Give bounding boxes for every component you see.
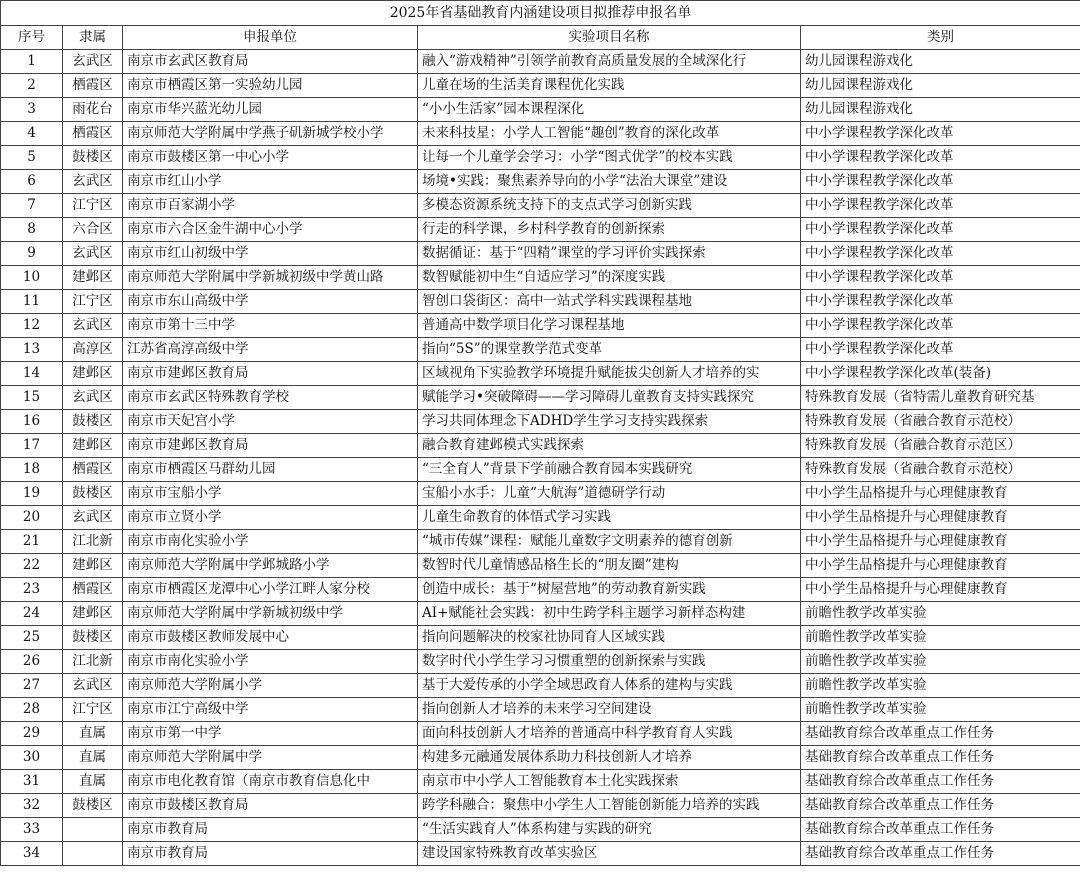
table-row [1,578,1080,602]
cell-district: 栖霞区 [63,458,123,482]
cell-unit: 南京市东山高级中学 [123,290,418,314]
table-row [1,650,1080,674]
table-row [1,146,1080,170]
cell-district: 鼓楼区 [63,410,123,434]
cell-no: 22 [1,554,63,578]
table-row [1,74,1080,98]
cell-project: 让每一个儿童学会学习：小学“图式优学”的校本实践 [418,146,801,170]
table-row [1,266,1080,290]
cell-category: 中小学课程教学深化改革 [801,266,1080,290]
cell-unit: 南京市鼓楼区第一中心小学 [123,146,418,170]
cell-category: 中小学课程教学深化改革 [801,338,1080,362]
cell-unit: 南京市电化教育馆（南京市教育信息化中 [123,770,418,794]
cell-no: 33 [1,818,63,842]
cell-unit: 南京市天妃宫小学 [123,410,418,434]
table-row [1,434,1080,458]
cell-no: 28 [1,698,63,722]
cell-category: 中小学生品格提升与心理健康教育 [801,506,1080,530]
table-row [1,602,1080,626]
cell-district: 江宁区 [63,698,123,722]
cell-no: 29 [1,722,63,746]
cell-project: 多模态资源系统支持下的支点式学习创新实践 [418,194,801,218]
cell-unit: 南京市栖霞区龙潭中心小学江畔人家分校 [123,578,418,602]
cell-no: 8 [1,218,63,242]
cell-category: 幼儿园课程游戏化 [801,50,1080,74]
cell-project: 跨学科融合：聚焦中小学生人工智能创新能力培养的实践 [418,794,801,818]
cell-unit: 南京市红山小学 [123,170,418,194]
cell-unit: 南京市栖霞区第一实验幼儿园 [123,74,418,98]
cell-district: 建邺区 [63,434,123,458]
cell-unit: 江苏省高淳高级中学 [123,338,418,362]
cell-category: 中小学课程教学深化改革 [801,194,1080,218]
table-row [1,362,1080,386]
cell-district: 玄武区 [63,674,123,698]
cell-no: 25 [1,626,63,650]
table-row [1,722,1080,746]
cell-project: 数据循证：基于“四精”课堂的学习评价实践探索 [418,242,801,266]
header-no: 序号 [1,26,63,50]
table-row [1,50,1080,74]
cell-category: 幼儿园课程游戏化 [801,74,1080,98]
table-row [1,506,1080,530]
cell-no: 10 [1,266,63,290]
table-row [1,458,1080,482]
cell-category: 前瞻性教学改革实验 [801,626,1080,650]
cell-no: 17 [1,434,63,458]
cell-unit: 南京师范大学附属中学邺城路小学 [123,554,418,578]
table-title: 2025年省基础教育内涵建设项目拟推荐申报名单 [1,1,1080,26]
cell-unit: 南京市南化实验小学 [123,650,418,674]
cell-district: 玄武区 [63,314,123,338]
cell-unit: 南京市栖霞区马群幼儿园 [123,458,418,482]
cell-unit: 南京市玄武区教育局 [123,50,418,74]
cell-unit: 南京市鼓楼区教师发展中心 [123,626,418,650]
cell-no: 24 [1,602,63,626]
cell-district: 江北新 [63,650,123,674]
cell-category: 前瞻性教学改革实验 [801,674,1080,698]
cell-project: 构建多元融通发展体系助力科技创新人才培养 [418,746,801,770]
cell-project: 数智赋能初中生“自适应学习”的深度实践 [418,266,801,290]
table-row [1,314,1080,338]
cell-category: 基础教育综合改革重点工作任务 [801,818,1080,842]
table-row [1,290,1080,314]
cell-district [63,842,123,866]
cell-unit: 南京市教育局 [123,842,418,866]
cell-project: “三全育人”背景下学前融合教育园本实践研究 [418,458,801,482]
cell-unit: 南京师范大学附属中学燕子矶新城学校小学 [123,122,418,146]
title-row [1,1,1080,26]
cell-no: 16 [1,410,63,434]
cell-category: 特殊教育发展（省融合教育示范校） [801,410,1080,434]
cell-category: 前瞻性教学改革实验 [801,698,1080,722]
cell-no: 27 [1,674,63,698]
cell-unit: 南京师范大学附属中学 [123,746,418,770]
cell-unit: 南京市建邺区教育局 [123,362,418,386]
cell-no: 13 [1,338,63,362]
table-row [1,242,1080,266]
cell-unit: 南京师范大学附属小学 [123,674,418,698]
header-project: 实验项目名称 [418,26,801,50]
cell-category: 中小学课程教学深化改革 [801,122,1080,146]
cell-category: 基础教育综合改革重点工作任务 [801,722,1080,746]
cell-category: 基础教育综合改革重点工作任务 [801,794,1080,818]
cell-district: 建邺区 [63,602,123,626]
cell-project: 场境•实践：聚焦素养导向的小学“法治大课堂”建设 [418,170,801,194]
table-row [1,626,1080,650]
cell-no: 11 [1,290,63,314]
cell-no: 2 [1,74,63,98]
cell-no: 9 [1,242,63,266]
cell-category: 中小学生品格提升与心理健康教育 [801,530,1080,554]
cell-project: 面向科技创新人才培养的普通高中科学教育育人实践 [418,722,801,746]
cell-category: 基础教育综合改革重点工作任务 [801,746,1080,770]
cell-project: 区域视角下实验教学环境提升赋能拔尖创新人才培养的实 [418,362,801,386]
cell-district: 建邺区 [63,554,123,578]
cell-category: 中小学课程教学深化改革 [801,314,1080,338]
cell-no: 20 [1,506,63,530]
cell-district: 高淳区 [63,338,123,362]
cell-project: 南京市中小学人工智能教育本土化实践探索 [418,770,801,794]
cell-no: 3 [1,98,63,122]
cell-district: 鼓楼区 [63,482,123,506]
cell-category: 幼儿园课程游戏化 [801,98,1080,122]
cell-no: 12 [1,314,63,338]
cell-district: 玄武区 [63,242,123,266]
cell-no: 31 [1,770,63,794]
cell-project: 数智时代儿童情感品格生长的“朋友圈”建构 [418,554,801,578]
cell-district [63,818,123,842]
cell-district: 鼓楼区 [63,146,123,170]
cell-no: 1 [1,50,63,74]
cell-unit: 南京市立贤小学 [123,506,418,530]
cell-unit: 南京市江宁高级中学 [123,698,418,722]
cell-category: 中小学课程教学深化改革 [801,290,1080,314]
cell-project: 儿童在场的生活美育课程优化实践 [418,74,801,98]
cell-district: 玄武区 [63,506,123,530]
cell-no: 26 [1,650,63,674]
cell-project: 行走的科学课，乡村科学教育的创新探索 [418,218,801,242]
cell-no: 6 [1,170,63,194]
cell-project: 融合教育建邺模式实践探索 [418,434,801,458]
cell-unit: 南京师范大学附属中学新城初级中学 [123,602,418,626]
header-unit: 申报单位 [123,26,418,50]
cell-district: 栖霞区 [63,578,123,602]
cell-district: 栖霞区 [63,122,123,146]
cell-district: 玄武区 [63,170,123,194]
cell-district: 建邺区 [63,362,123,386]
cell-no: 4 [1,122,63,146]
cell-category: 中小学课程教学深化改革 [801,242,1080,266]
table-row [1,746,1080,770]
cell-unit: 南京市教育局 [123,818,418,842]
cell-district: 建邺区 [63,266,123,290]
cell-no: 34 [1,842,63,866]
header-district: 隶属 [63,26,123,50]
cell-project: 融入“游戏精神”引领学前教育高质量发展的全域深化行 [418,50,801,74]
cell-no: 19 [1,482,63,506]
table-row [1,170,1080,194]
cell-category: 特殊教育发展（省融合教育示范区） [801,434,1080,458]
cell-no: 30 [1,746,63,770]
cell-category: 中小学生品格提升与心理健康教育 [801,578,1080,602]
cell-project: AI+赋能社会实践：初中生跨学科主题学习新样态构建 [418,602,801,626]
cell-unit: 南京市第十三中学 [123,314,418,338]
table-row [1,554,1080,578]
cell-project: 学习共同体理念下ADHD学生学习支持实践探索 [418,410,801,434]
cell-district: 直属 [63,746,123,770]
table-row [1,410,1080,434]
cell-project: 基于大爱传承的小学全域思政育人体系的建构与实践 [418,674,801,698]
cell-unit: 南京市建邺区教育局 [123,434,418,458]
cell-district: 鼓楼区 [63,794,123,818]
table-row [1,698,1080,722]
cell-no: 7 [1,194,63,218]
cell-project: 儿童生命教育的体悟式学习实践 [418,506,801,530]
table-row [1,386,1080,410]
cell-unit: 南京市宝船小学 [123,482,418,506]
cell-district: 玄武区 [63,386,123,410]
cell-category: 中小学课程教学深化改革 [801,146,1080,170]
cell-category: 前瞻性教学改革实验 [801,650,1080,674]
cell-unit: 南京市红山初级中学 [123,242,418,266]
cell-category: 前瞻性教学改革实验 [801,602,1080,626]
cell-category: 中小学课程教学深化改革 [801,218,1080,242]
cell-category: 中小学生品格提升与心理健康教育 [801,482,1080,506]
cell-district: 江宁区 [63,194,123,218]
cell-project: 建设国家特殊教育改革实验区 [418,842,801,866]
cell-project: 普通高中数学项目化学习课程基地 [418,314,801,338]
cell-district: 雨花台 [63,98,123,122]
cell-no: 32 [1,794,63,818]
cell-unit: 南京市六合区金牛湖中心小学 [123,218,418,242]
cell-project: “城市传媒”课程：赋能儿童数字文明素养的德育创新 [418,530,801,554]
cell-category: 特殊教育发展（省融合教育示范校） [801,458,1080,482]
cell-district: 玄武区 [63,50,123,74]
cell-district: 直属 [63,770,123,794]
cell-category: 中小学课程教学深化改革 [801,170,1080,194]
cell-category: 基础教育综合改革重点工作任务 [801,770,1080,794]
cell-unit: 南京市南化实验小学 [123,530,418,554]
cell-category: 基础教育综合改革重点工作任务 [801,842,1080,866]
cell-district: 鼓楼区 [63,626,123,650]
cell-no: 21 [1,530,63,554]
table-row [1,98,1080,122]
cell-project: 宝船小水手：儿童“大航海”道德研学行动 [418,482,801,506]
cell-no: 18 [1,458,63,482]
table-row [1,818,1080,842]
table-row [1,338,1080,362]
table-row [1,842,1080,866]
cell-district: 江北新 [63,530,123,554]
table-row [1,794,1080,818]
cell-project: 数字时代小学生学习习惯重塑的创新探索与实践 [418,650,801,674]
cell-project: 赋能学习•突破障碍——学习障碍儿童教育支持实践探究 [418,386,801,410]
table-row [1,194,1080,218]
cell-unit: 南京市华兴蓝光幼儿园 [123,98,418,122]
cell-category: 特殊教育发展（省特需儿童教育研究基 [801,386,1080,410]
cell-unit: 南京市玄武区特殊教育学校 [123,386,418,410]
cell-unit: 南京师范大学附属中学新城初级中学黄山路 [123,266,418,290]
cell-project: “小小生活家”园本课程深化 [418,98,801,122]
cell-project: “生活实践育人”体系构建与实践的研究 [418,818,801,842]
cell-no: 5 [1,146,63,170]
cell-category: 中小学生品格提升与心理健康教育 [801,554,1080,578]
cell-no: 15 [1,386,63,410]
table-row [1,122,1080,146]
table-row [1,674,1080,698]
cell-project: 指向问题解决的校家社协同育人区域实践 [418,626,801,650]
table-row [1,530,1080,554]
cell-project: 指向创新人才培养的未来学习空间建设 [418,698,801,722]
cell-project: 指向“5S”的课堂教学范式变革 [418,338,801,362]
cell-project: 智创口袋街区：高中一站式学科实践课程基地 [418,290,801,314]
table-row [1,482,1080,506]
cell-district: 直属 [63,722,123,746]
table-row [1,218,1080,242]
cell-no: 23 [1,578,63,602]
cell-no: 14 [1,362,63,386]
cell-project: 创造中成长：基于“树屋营地”的劳动教育新实践 [418,578,801,602]
cell-unit: 南京市第一中学 [123,722,418,746]
header-category: 类别 [801,26,1080,50]
cell-district: 六合区 [63,218,123,242]
header-row [1,26,1080,50]
cell-category: 中小学课程教学深化改革(装备) [801,362,1080,386]
cell-project: 未来科技星：小学人工智能“趣创”教育的深化改革 [418,122,801,146]
cell-district: 栖霞区 [63,74,123,98]
cell-unit: 南京市百家湖小学 [123,194,418,218]
cell-district: 江宁区 [63,290,123,314]
table-row [1,770,1080,794]
cell-unit: 南京市鼓楼区教育局 [123,794,418,818]
table-body [1,50,1080,866]
